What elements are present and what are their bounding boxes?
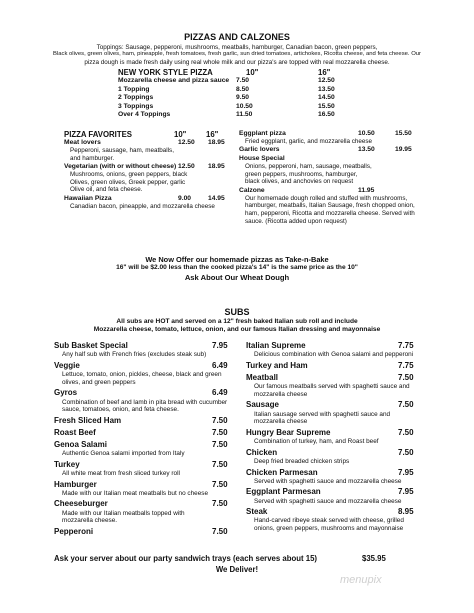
sub-item-price: 7.50: [212, 440, 228, 449]
favorite-item-desc: Fried eggplant, garlic, and mozzarella cheese: [245, 138, 373, 145]
party-trays-note: Ask your server about our party sandwich trays (each serves about 15): [54, 554, 318, 563]
ny-row-name: Over 4 Toppings: [118, 111, 171, 119]
subs-intro-1: All subs are HOT and served on a 12" fresh baked Italian sub roll and include: [116, 318, 358, 325]
subs-section-title: SUBS: [224, 307, 250, 317]
sub-item-name: Hamburger: [54, 479, 97, 489]
ny-row-price-10: 10.50: [236, 102, 253, 110]
toppings-intro: [22, 44, 452, 66]
favorite-item-desc: hamburger, meatballs, Italian Sausage, fresh chopped onion,: [245, 202, 415, 210]
ny-row-price-16: 13.50: [318, 85, 335, 93]
favorite-item-desc: Pepperoni, sausage, ham, meatballs,: [70, 147, 174, 154]
watermark-logo: menupix: [340, 574, 382, 586]
favorite-item-desc: Canadian bacon, pineapple, and mozzarella cheese: [70, 202, 215, 210]
favorite-item-desc: Onions, pepperoni, ham, sausage, meatballs,: [245, 163, 372, 171]
favorite-item-desc: Mushrooms, onions, green peppers, black: [70, 171, 188, 178]
sub-item-name: Steak: [246, 507, 268, 517]
sub-item-desc: Made with our Italian meat meatballs but no cheese: [62, 489, 209, 497]
favorite-price-16: 18.95: [208, 163, 225, 170]
sub-item-price: 7.95: [212, 341, 228, 350]
sub-item-desc: sauce, tomatoes, onion, and feta cheese.: [62, 406, 179, 414]
ny-row-price-16: 16.50: [318, 111, 335, 119]
sub-item-price: 7.95: [398, 487, 414, 497]
favorite-item-desc: black olives, and anchovies on request: [245, 178, 354, 186]
sub-item-name: Chicken Parmesan: [246, 467, 318, 477]
favorite-item-name: Garlic lovers: [239, 146, 280, 154]
sub-item-desc: Any half sub with French fries (excludes steak sub): [62, 351, 207, 359]
favorite-price-10: 11.95: [358, 186, 375, 194]
sub-item-desc: mozzarella cheese: [254, 418, 308, 426]
ny-row-name: 3 Toppings: [118, 102, 154, 110]
favorite-item-desc: sauce. (Ricotta added upon request): [245, 217, 347, 225]
sub-item-name: Gyros: [54, 388, 78, 398]
favorite-item-desc: Our homemade dough rolled and stuffed with mushrooms,: [245, 194, 408, 202]
sub-item-name: Genoa Salami: [54, 440, 107, 449]
fav-col-16: 16": [206, 130, 219, 139]
sub-item-name: Chicken: [246, 447, 278, 457]
sub-item-desc: Combination of beef and lamb in pita bread with cucumber: [62, 398, 228, 406]
toppings-line-2: Black olives, green olives, ham, pineapple, fresh tomatoes, fresh garlic, sun dried tomatoes, artichokes, Ricotta cheese, and feta cheese. Our: [52, 51, 422, 58]
ny-col-16: 16": [318, 68, 331, 77]
pizza-section-title: PIZZAS AND CALZONES: [184, 32, 290, 42]
sub-item-name: Veggie: [54, 360, 80, 370]
sub-item-desc: Authentic Genoa salami imported from Italy: [62, 450, 185, 458]
sub-item-name: Turkey: [54, 459, 80, 469]
sub-item-price: 7.50: [212, 499, 228, 509]
toppings-line-1: Toppings: Sausage, pepperoni, mushrooms, meatballs, hamburger, Canadian bacon, green peppers,: [96, 44, 378, 51]
favorites-title: PIZZA FAVORITES: [64, 130, 133, 139]
sub-item-name: Cheeseburger: [54, 499, 108, 509]
ny-row-price-10: 8.50: [236, 85, 250, 93]
ny-row-price-10: 7.50: [236, 77, 250, 84]
subs-intro-2: Mozzarella cheese, tomato, lettuce, onion, and our famous Italian dressing and mayonnaise: [93, 326, 381, 333]
ny-row-name: Mozzarella cheese and pizza sauce: [118, 77, 230, 84]
sub-item-desc: onions, green peppers, mushrooms and mayonnaise: [254, 525, 404, 533]
favorite-price-16: 18.95: [208, 139, 225, 146]
favorite-item-name: House Special: [239, 155, 285, 163]
favorite-item-name: Calzone: [239, 186, 265, 194]
sub-item-desc: Served with spaghetti sauce and mozzarella cheese: [254, 497, 402, 505]
sub-item-name: Meatball: [246, 372, 279, 382]
sub-item-desc: All white meat from fresh sliced turkey roll: [62, 470, 180, 477]
favorite-item-name: Vegetarian (with or without cheese): [64, 163, 177, 170]
sub-item-price: 7.50: [398, 372, 414, 382]
sub-item-desc: Made with our Italian meatballs topped with: [62, 509, 185, 517]
sub-item-price: 7.95: [398, 467, 414, 477]
sub-item-desc: olives, and green peppers: [62, 378, 136, 386]
sub-item-desc: Italian sausage served with spaghetti sauce and: [254, 410, 391, 418]
favorite-price-10: 12.50: [178, 163, 195, 170]
sub-item-name: Sausage: [246, 400, 279, 410]
sub-item-price: 7.50: [398, 428, 414, 437]
sub-item-desc: Our famous meatballs served with spaghetti sauce and: [254, 383, 410, 390]
sub-item-name: Italian Supreme: [246, 341, 306, 350]
favorite-price-16: 19.95: [395, 146, 412, 154]
we-deliver: We Deliver!: [215, 565, 259, 574]
sub-item-name: Sub Basket Special: [54, 341, 128, 350]
ny-row-price-16: 12.50: [318, 77, 335, 84]
favorite-price-10: 10.50: [358, 130, 375, 137]
sub-item-price: 7.50: [398, 400, 414, 410]
sub-item-name: Turkey and Ham: [246, 360, 308, 370]
ny-row-name: 1 Topping: [118, 85, 150, 93]
sub-item-desc: Deep fried breaded chicken strips: [254, 458, 350, 465]
toppings-line-3: pizza dough is made fresh daily using real whole milk and our pizza's are topped with real mozzarella cheese.: [84, 58, 390, 66]
sub-item-price: 6.49: [212, 388, 228, 398]
wheat-dough-note: Ask About Our Wheat Dough: [184, 273, 290, 282]
take-n-bake-note: 16" will be $2.00 less than the cooked pizza's 14" is the same price as the 10": [116, 264, 358, 271]
favorite-item-desc: ham, pepperoni, Ricotta and mozzarella cheese. Served with: [245, 210, 415, 217]
sub-item-desc: Lettuce, tomato, onion, pickles, cheese, black and green: [62, 371, 222, 378]
favorite-item-name: Hawaiian Pizza: [64, 194, 112, 202]
ny-row-price-16: 14.50: [318, 94, 335, 102]
favorite-price-10: 13.50: [358, 146, 375, 154]
favorite-item-name: Eggplant pizza: [239, 130, 286, 137]
take-n-bake-line: We Now Offer our homemade pizzas as Take-n-Bake: [145, 255, 329, 264]
favorite-price-16: 14.95: [208, 194, 225, 202]
sub-item-price: 7.50: [212, 428, 228, 437]
sub-item-price: 6.49: [212, 360, 228, 370]
favorite-price-16: 15.50: [395, 130, 412, 137]
ny-row-name: 2 Toppings: [118, 94, 154, 102]
ny-style-title: NEW YORK STYLE PIZZA: [118, 68, 213, 77]
sub-item-price: 7.50: [398, 447, 414, 457]
sub-item-price: 7.50: [212, 416, 228, 425]
party-trays-price: $35.95: [362, 554, 386, 563]
sub-item-name: Hungry Bear Supreme: [246, 428, 331, 437]
sub-item-price: 7.50: [212, 527, 228, 536]
sub-item-name: Roast Beef: [54, 428, 96, 437]
sub-item-desc: Served with spaghetti sauce and mozzarella cheese: [254, 477, 402, 485]
favorite-item-desc: Olives, green olives, Greek pepper, garlic: [70, 178, 186, 186]
sub-item-desc: mozzarella cheese.: [62, 517, 118, 525]
sub-item-desc: mozzarella cheese: [254, 390, 308, 398]
sub-item-desc: Hand-carved ribeye steak served with cheese, grilled: [254, 517, 404, 525]
ny-row-price-16: 15.50: [318, 102, 335, 110]
sub-item-price: 7.75: [398, 360, 414, 370]
sub-item-name: Pepperoni: [54, 527, 94, 536]
ny-col-10: 10": [246, 68, 259, 77]
fav-col-10: 10": [174, 130, 187, 139]
sub-item-name: Eggplant Parmesan: [246, 487, 321, 497]
ny-row-price-10: 9.50: [236, 94, 250, 102]
sub-item-price: 7.50: [212, 459, 228, 469]
favorite-item-desc: green peppers, mushrooms, hamburger,: [245, 170, 358, 178]
sub-item-name: Fresh Sliced Ham: [54, 416, 122, 425]
sub-item-desc: Combination of turkey, ham, and Roast beef: [254, 438, 379, 446]
favorite-price-10: 9.00: [178, 194, 192, 202]
sub-item-price: 7.75: [398, 341, 414, 350]
favorite-price-10: 12.50: [178, 139, 195, 146]
ny-row-price-10: 11.50: [236, 111, 253, 119]
favorite-item-name: Meat lovers: [64, 139, 101, 146]
favorite-item-desc: and hamburger.: [70, 154, 115, 162]
sub-item-price: 8.95: [398, 507, 414, 517]
favorite-item-desc: Olive oil, and feta cheese.: [70, 186, 143, 194]
sub-item-desc: Delicious combination with Genoa salami and pepperoni: [254, 351, 414, 359]
sub-item-price: 7.50: [212, 479, 228, 489]
